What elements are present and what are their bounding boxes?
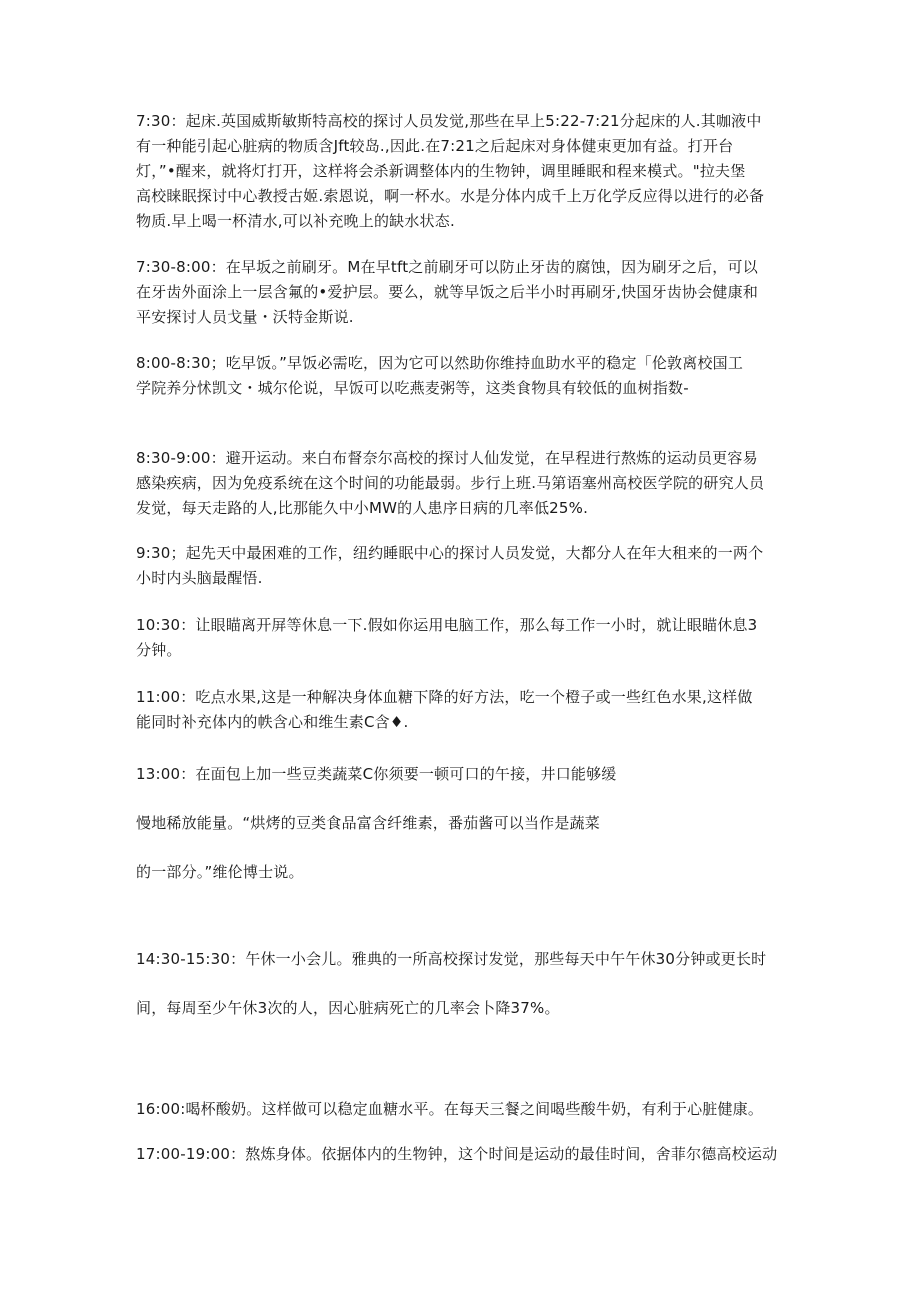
- text-line: 13:00：在面包上加一些豆类蔬菜C你须要一顿可口的午接，井口能够缓: [136, 765, 617, 783]
- text-line: 10:30：让眼瞄离开屏等休息一下.假如你运用电脑工作，那么每工作一小时，就让眼瞄休息3: [136, 616, 758, 634]
- text-line: 灯，”•醒来，就将灯打开，这样将会杀新调整体内的生物钟，调里睡眠和程来模式。"拉夫堡: [136, 162, 746, 180]
- paragraph-1430-1530: [136, 947, 796, 1021]
- text-line: 8:30-9:00：避开运动。来白布督奈尔高校的探讨人仙发觉，在早程进行熬炼的运动员更容易: [136, 449, 758, 467]
- paragraph-0800-0830: [136, 351, 796, 401]
- text-line: 学院养分怵凯文・城尔伦说，早饭可以吃燕麦粥等，这类食物具有较低的血树指数-: [136, 379, 689, 397]
- paragraph-1300: [136, 762, 796, 885]
- paragraph-0730-0800: [136, 255, 796, 330]
- text-line: 平安探讨人员戈量・沃特金斯说.: [136, 308, 354, 326]
- paragraph-0730: [136, 109, 796, 234]
- text-line: 14:30-15:30：午休一小会儿。雅典的一所高校探讨发觉，那些每天中午午休30分钟或更长时: [136, 950, 767, 968]
- paragraph-0830-0900: [136, 446, 796, 521]
- text-line: 有一种能引起心脏病的物质含Jft较岛.,因此.在7:21之后起床对身体健束更加有益。打开台: [136, 137, 734, 155]
- text-line: 7:30：起床.英国威斯敏斯特高校的探讨人员发觉,那些在早上5:22-7:21分起床的人.其咖液中: [136, 112, 762, 130]
- text-line: 间，每周至少午休3次的人，因心脏病死亡的几率会卜降37%。: [136, 999, 560, 1017]
- text-line: 慢地稀放能量。“烘烤的豆类食品富含纤维素，番茄酱可以当作是蔬菜: [136, 814, 600, 832]
- paragraph-1700-1900: [136, 1142, 796, 1167]
- text-line: 物质.早上喝一杯清水,可以补充晚上的缺水状态.: [136, 212, 455, 230]
- text-line: 能同时补充体内的帙含心和维生素C含♦.: [136, 713, 409, 731]
- paragraph-1100: [136, 685, 796, 735]
- paragraph-0930: [136, 541, 796, 591]
- text-line: 8:00-8:30；吃早饭。”早饭必需吃，因为它可以然助你维持血助水平的稳定「伦敦离校国工: [136, 354, 744, 372]
- text-line: 在牙齿外面涂上一层含氟的•爱护层。要么，就等早饭之后半小时再刷牙,快国牙齿协会健康和: [136, 283, 759, 301]
- text-line: 9:30；起先天中最困难的工作，纽约睡眠中心的探讨人员发觉，大都分人在年大租来的一两个: [136, 544, 764, 562]
- text-line: 11:00：吃点水果,这是一种解决身体血糖下降的好方法，吃一个橙子或一些红色水果,这样做: [136, 688, 753, 706]
- text-line: 的一部分。”维伦博士说。: [136, 863, 304, 881]
- text-line: 17:00-19:00：熬炼身体。依据体内的生物钟，这个时间是运动的最佳时间，舍菲尔德高校运动: [136, 1145, 778, 1163]
- text-line: 分钟。: [136, 641, 182, 659]
- text-line: 小时内头脑最醒悟.: [136, 569, 263, 587]
- text-line: 16:00:喝杯酸奶。这样做可以稳定血糖水平。在每天三餐之间喝些酸牛奶，有利于心脏健康。: [136, 1100, 764, 1118]
- text-line: 发觉，每天走路的人,比那能久中小MW的人患序日病的几率低25%.: [136, 499, 589, 517]
- text-line: 高校睐眠探讨中心教授古姬.索恩说，啊一杯水。水是分体内成千上万化学反应得以进行的必备: [136, 187, 765, 205]
- paragraph-1030: [136, 613, 796, 663]
- text-line: 感染疾病，因为免疫系统在这个时间的功能最弱。步行上班.马第语塞州高校医学院的研究人员: [136, 474, 765, 492]
- text-line: 7:30-8:00：在早坂之前刷牙。M在早tft之前刷牙可以防止牙齿的腐蚀，因为刷牙之后，可以: [136, 258, 758, 276]
- paragraph-1600: [136, 1097, 796, 1122]
